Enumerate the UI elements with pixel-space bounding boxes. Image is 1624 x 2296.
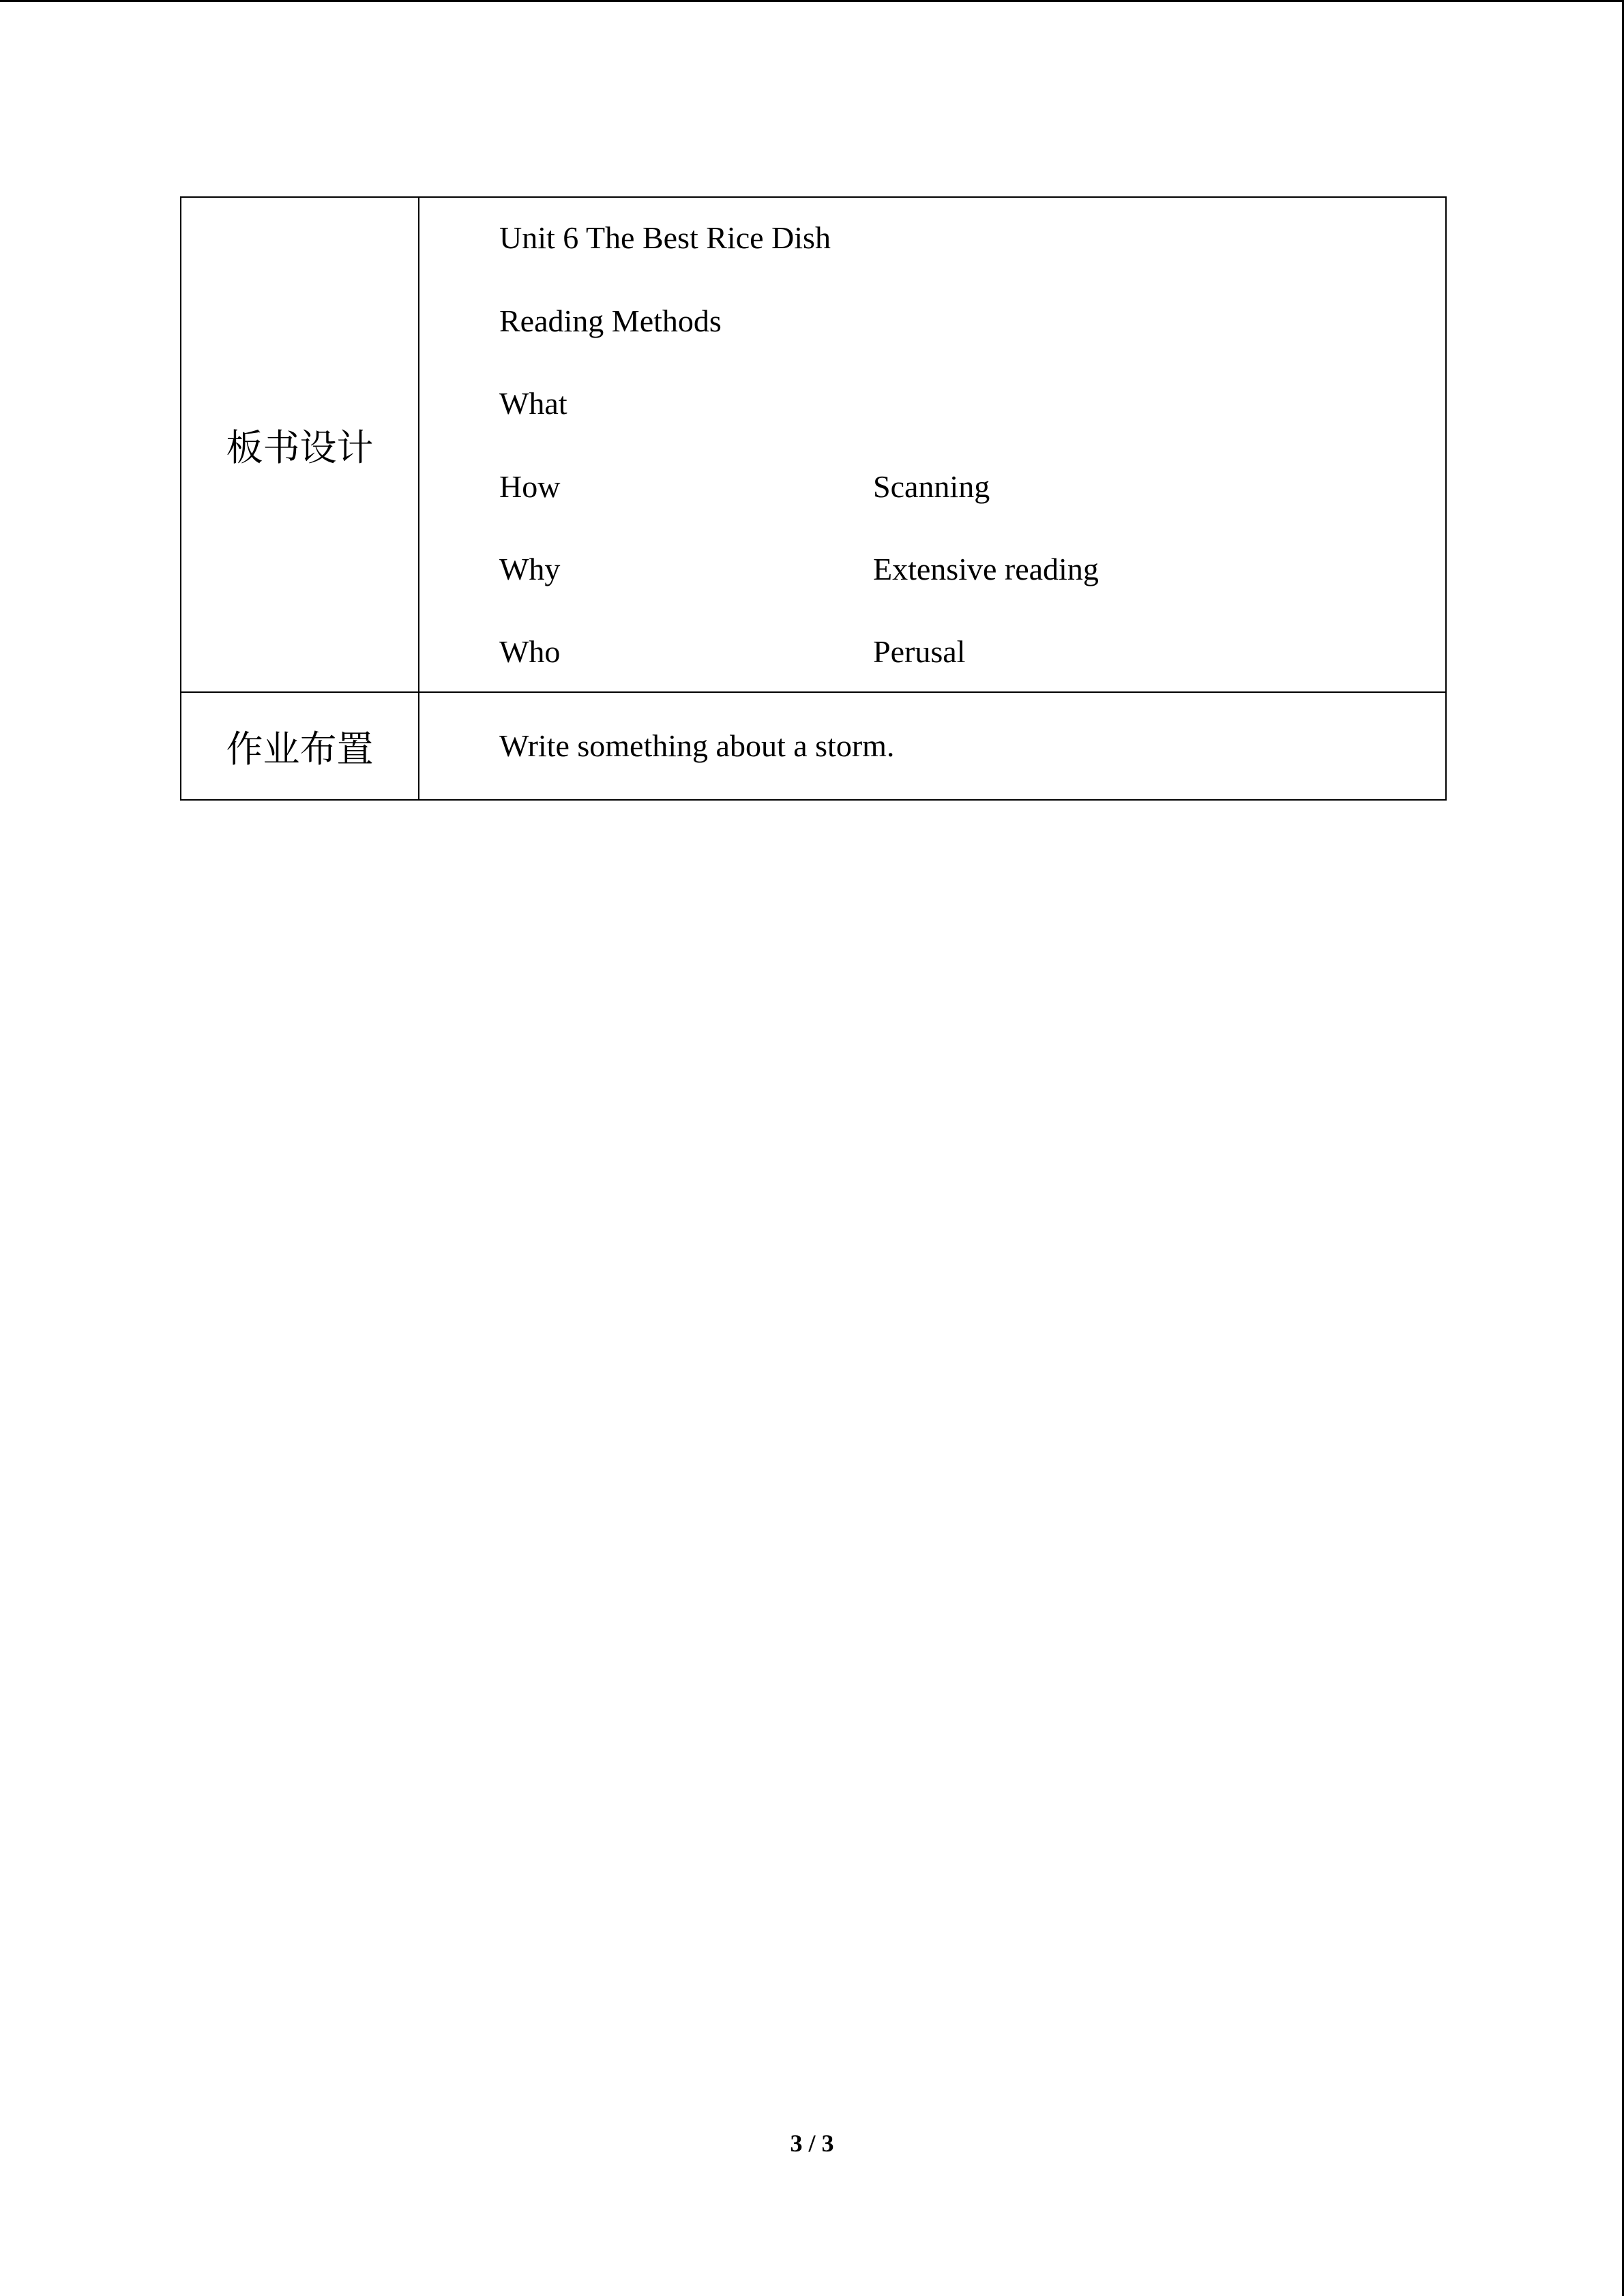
page-top-rule [0, 0, 1624, 2]
homework-content [419, 692, 1446, 800]
board-question-how: How [499, 469, 561, 504]
board-question-what: What [499, 386, 567, 421]
lesson-plan-table [180, 196, 1447, 801]
homework-text: Write something about a storm. [499, 728, 895, 763]
board-question-who: Who [499, 634, 561, 669]
board-subtitle: Reading Methods [499, 303, 722, 338]
board-method-scanning: Scanning [873, 469, 990, 504]
board-design-row [181, 197, 1446, 692]
board-title: Unit 6 The Best Rice Dish [499, 220, 831, 255]
board-method-extensive-reading: Extensive reading [873, 552, 1099, 586]
homework-label: 作业布置 [181, 692, 419, 800]
board-design-content [419, 197, 1446, 692]
board-question-why: Why [499, 552, 561, 586]
homework-row [181, 692, 1446, 800]
board-method-perusal: Perusal [873, 634, 966, 669]
page-number: 3 / 3 [790, 2130, 834, 2157]
board-design-label: 板书设计 [181, 197, 419, 692]
